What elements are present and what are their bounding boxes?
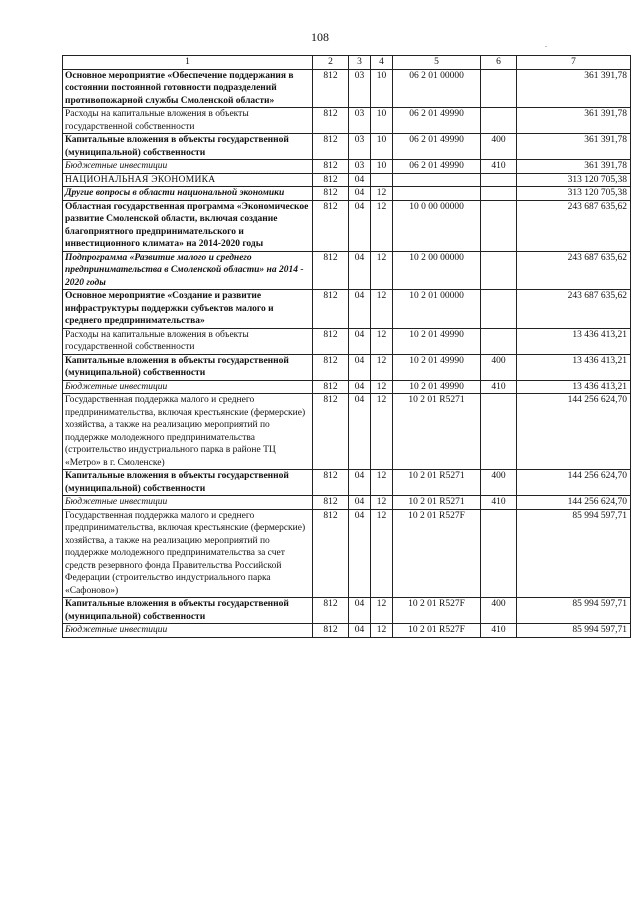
cell-name: Подпрограмма «Развитие малого и среднего предпринимательства в Смоленской области» на 2014 - 2020 годы xyxy=(63,251,313,290)
cell-subsection: 10 xyxy=(371,69,393,108)
cell-target-article: 06 2 01 49990 xyxy=(393,160,481,174)
table-row xyxy=(63,290,631,329)
cell-expense-type: 410 xyxy=(481,380,517,394)
cell-target-article: 06 2 01 49990 xyxy=(393,108,481,134)
table-row xyxy=(63,328,631,354)
table-row xyxy=(63,108,631,134)
cell-name: Капитальные вложения в объекты государственной (муниципальной) собственности xyxy=(63,134,313,160)
cell-amount: 313 120 705,38 xyxy=(517,187,631,201)
cell-subsection: 12 xyxy=(371,598,393,624)
cell-target-article: 10 2 01 R527F xyxy=(393,624,481,638)
cell-subsection: 12 xyxy=(371,380,393,394)
cell-expense-type xyxy=(481,108,517,134)
cell-section: 03 xyxy=(349,69,371,108)
cell-section: 04 xyxy=(349,394,371,470)
cell-grbs: 812 xyxy=(313,470,349,496)
cell-target-article xyxy=(393,187,481,201)
header-col-sum: 7 xyxy=(517,56,631,70)
cell-target-article: 10 2 01 R5271 xyxy=(393,470,481,496)
cell-subsection: 12 xyxy=(371,328,393,354)
table-row xyxy=(63,470,631,496)
table-row xyxy=(63,380,631,394)
cell-target-article: 10 2 01 00000 xyxy=(393,290,481,329)
cell-name: Капитальные вложения в объекты государственной (муниципальной) собственности xyxy=(63,354,313,380)
cell-amount: 361 391,78 xyxy=(517,160,631,174)
cell-expense-type xyxy=(481,290,517,329)
cell-expense-type xyxy=(481,200,517,251)
cell-expense-type xyxy=(481,173,517,187)
table-row xyxy=(63,134,631,160)
header-col-vr: 6 xyxy=(481,56,517,70)
cell-section: 04 xyxy=(349,200,371,251)
cell-name: Бюджетные инвестиции xyxy=(63,160,313,174)
cell-grbs: 812 xyxy=(313,160,349,174)
cell-grbs: 812 xyxy=(313,69,349,108)
cell-name: Государственная поддержка малого и среднего предпринимательства, включая крестьянские (фермерские) хозяйства, а также на реализацию мероприятий по поддержке молодежного предпринимательства за счет средств резервного фонда Правительства Российской Федерации (строительство индустриального парка «Сафоново») xyxy=(63,509,313,598)
cell-subsection xyxy=(371,173,393,187)
cell-amount: 243 687 635,62 xyxy=(517,251,631,290)
cell-subsection: 12 xyxy=(371,496,393,510)
page-number: 108 xyxy=(311,30,329,44)
cell-grbs: 812 xyxy=(313,380,349,394)
cell-expense-type xyxy=(481,187,517,201)
table-row xyxy=(63,187,631,201)
cell-target-article: 06 2 01 49990 xyxy=(393,134,481,160)
cell-grbs: 812 xyxy=(313,496,349,510)
cell-grbs: 812 xyxy=(313,328,349,354)
cell-amount: 85 994 597,71 xyxy=(517,624,631,638)
cell-amount: 13 436 413,21 xyxy=(517,354,631,380)
cell-expense-type: 410 xyxy=(481,160,517,174)
cell-expense-type: 400 xyxy=(481,470,517,496)
cell-grbs: 812 xyxy=(313,187,349,201)
cell-target-article: 10 2 01 R5271 xyxy=(393,496,481,510)
header-col-grbs: 2 xyxy=(313,56,349,70)
cell-target-article: 10 0 00 00000 xyxy=(393,200,481,251)
header-col-csr: 5 xyxy=(393,56,481,70)
table-row xyxy=(63,624,631,638)
cell-grbs: 812 xyxy=(313,200,349,251)
cell-grbs: 812 xyxy=(313,173,349,187)
cell-grbs: 812 xyxy=(313,598,349,624)
cell-amount: 243 687 635,62 xyxy=(517,290,631,329)
cell-target-article: 10 2 00 00000 xyxy=(393,251,481,290)
header-col-rz: 3 xyxy=(349,56,371,70)
table-row xyxy=(63,509,631,598)
cell-target-article: 10 2 01 49990 xyxy=(393,328,481,354)
cell-subsection: 12 xyxy=(371,624,393,638)
cell-amount: 144 256 624,70 xyxy=(517,496,631,510)
header-col-name: 1 xyxy=(63,56,313,70)
cell-expense-type: 410 xyxy=(481,624,517,638)
table-row xyxy=(63,394,631,470)
cell-section: 03 xyxy=(349,160,371,174)
cell-grbs: 812 xyxy=(313,624,349,638)
cell-expense-type xyxy=(481,251,517,290)
cell-subsection: 12 xyxy=(371,251,393,290)
cell-section: 04 xyxy=(349,173,371,187)
cell-amount: 13 436 413,21 xyxy=(517,380,631,394)
cell-name: Другие вопросы в области национальной экономики xyxy=(63,187,313,201)
cell-amount: 144 256 624,70 xyxy=(517,470,631,496)
cell-name: НАЦИОНАЛЬНАЯ ЭКОНОМИКА xyxy=(63,173,313,187)
table-row xyxy=(63,251,631,290)
cell-grbs: 812 xyxy=(313,354,349,380)
table-row xyxy=(63,598,631,624)
cell-name: Капитальные вложения в объекты государственной (муниципальной) собственности xyxy=(63,598,313,624)
cell-section: 04 xyxy=(349,509,371,598)
table-row xyxy=(63,160,631,174)
cell-expense-type: 410 xyxy=(481,496,517,510)
cell-expense-type: 400 xyxy=(481,354,517,380)
cell-amount: 85 994 597,71 xyxy=(517,598,631,624)
cell-subsection: 12 xyxy=(371,509,393,598)
cell-amount: 313 120 705,38 xyxy=(517,173,631,187)
cell-name: Бюджетные инвестиции xyxy=(63,496,313,510)
cell-section: 04 xyxy=(349,290,371,329)
budget-table xyxy=(62,55,631,638)
header-col-pr: 4 xyxy=(371,56,393,70)
cell-name: Бюджетные инвестиции xyxy=(63,380,313,394)
cell-amount: 361 391,78 xyxy=(517,108,631,134)
cell-amount: 85 994 597,71 xyxy=(517,509,631,598)
cell-section: 03 xyxy=(349,108,371,134)
cell-amount: 361 391,78 xyxy=(517,134,631,160)
cell-subsection: 12 xyxy=(371,394,393,470)
cell-name: Расходы на капитальные вложения в объекты государственной собственности xyxy=(63,108,313,134)
cell-name: Капитальные вложения в объекты государственной (муниципальной) собственности xyxy=(63,470,313,496)
cell-grbs: 812 xyxy=(313,290,349,329)
cell-target-article xyxy=(393,173,481,187)
cell-subsection: 10 xyxy=(371,134,393,160)
cell-subsection: 12 xyxy=(371,187,393,201)
cell-expense-type: 400 xyxy=(481,134,517,160)
cell-subsection: 12 xyxy=(371,470,393,496)
table-row xyxy=(63,496,631,510)
cell-section: 04 xyxy=(349,251,371,290)
cell-target-article: 10 2 01 R5271 xyxy=(393,394,481,470)
cell-grbs: 812 xyxy=(313,134,349,160)
table-row xyxy=(63,354,631,380)
cell-section: 04 xyxy=(349,598,371,624)
cell-section: 04 xyxy=(349,470,371,496)
cell-grbs: 812 xyxy=(313,509,349,598)
cell-target-article: 10 2 01 R527F xyxy=(393,598,481,624)
cell-section: 04 xyxy=(349,624,371,638)
cell-subsection: 10 xyxy=(371,108,393,134)
cell-grbs: 812 xyxy=(313,394,349,470)
cell-section: 04 xyxy=(349,187,371,201)
cell-section: 03 xyxy=(349,134,371,160)
cell-amount: 144 256 624,70 xyxy=(517,394,631,470)
cell-target-article: 10 2 01 49990 xyxy=(393,354,481,380)
cell-name: Расходы на капитальные вложения в объекты государственной собственности xyxy=(63,328,313,354)
cell-section: 04 xyxy=(349,328,371,354)
cell-subsection: 10 xyxy=(371,160,393,174)
cell-name: Государственная поддержка малого и среднего предпринимательства, включая крестьянские (фермерские) хозяйства, а также на реализацию мероприятий по поддержке молодежного предпринимательства (строительство индустриального парка в районе ТЦ «Метро» в г. Смоленске) xyxy=(63,394,313,470)
cell-amount: 243 687 635,62 xyxy=(517,200,631,251)
cell-target-article: 06 2 01 00000 xyxy=(393,69,481,108)
cell-section: 04 xyxy=(349,380,371,394)
cell-name: Основное мероприятие «Создание и развитие инфраструктуры поддержки субъектов малого и среднего предпринимательства» xyxy=(63,290,313,329)
cell-section: 04 xyxy=(349,354,371,380)
cell-expense-type: 400 xyxy=(481,598,517,624)
cell-subsection: 12 xyxy=(371,200,393,251)
cell-expense-type xyxy=(481,394,517,470)
cell-target-article: 10 2 01 R527F xyxy=(393,509,481,598)
cell-expense-type xyxy=(481,69,517,108)
cell-subsection: 12 xyxy=(371,354,393,380)
cell-grbs: 812 xyxy=(313,108,349,134)
cell-subsection: 12 xyxy=(371,290,393,329)
cell-name: Областная государственная программа «Экономическое развитие Смоленской области, включая создание благоприятного предпринимательского и инвестиционного климата» на 2014-2020 годы xyxy=(63,200,313,251)
table-row xyxy=(63,69,631,108)
cell-name: Основное мероприятие «Обеспечение поддержания в состоянии постоянной готовности подразделений противопожарной службы Смоленской области» xyxy=(63,69,313,108)
corner-mark: . xyxy=(545,40,547,49)
table-row xyxy=(63,173,631,187)
cell-amount: 13 436 413,21 xyxy=(517,328,631,354)
header-row xyxy=(63,56,631,70)
cell-name: Бюджетные инвестиции xyxy=(63,624,313,638)
cell-target-article: 10 2 01 49990 xyxy=(393,380,481,394)
cell-section: 04 xyxy=(349,496,371,510)
cell-expense-type xyxy=(481,509,517,598)
cell-expense-type xyxy=(481,328,517,354)
cell-amount: 361 391,78 xyxy=(517,69,631,108)
cell-grbs: 812 xyxy=(313,251,349,290)
table-row xyxy=(63,200,631,251)
